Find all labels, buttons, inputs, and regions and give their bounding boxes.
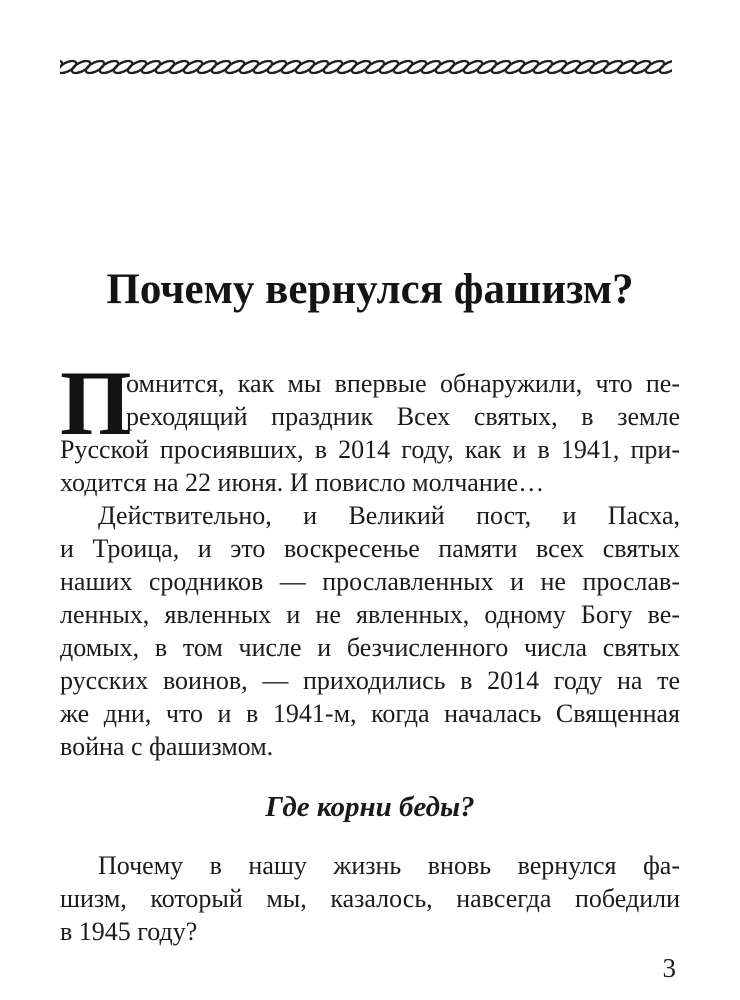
text-line: ленных, явленных и не явленных, одному Богу ве- xyxy=(60,600,680,629)
text-line: Почему в нашу жизнь вновь вернулся фа- xyxy=(98,851,680,881)
paragraph-3-lines xyxy=(60,849,680,948)
text-line: русских воинов, — приходились в 2014 году на те xyxy=(60,666,680,695)
text-line: шизм, который мы, казалось, навсегда победили xyxy=(60,884,680,914)
text-line: в 1945 году? xyxy=(60,917,198,947)
chapter-title: Почему вернулся фашизм? xyxy=(106,266,634,313)
section-subheading: Где корни беды? xyxy=(265,791,475,823)
text-line: и Троица, и это воскресенье памяти всех святых xyxy=(60,534,680,563)
paragraph-2-lines xyxy=(60,499,680,763)
text-line: наших сродников — прославленных и не прослав- xyxy=(60,567,680,596)
text-line: ходится на 22 июня. И повисло молчание… xyxy=(60,468,545,497)
dropcap-letter: П xyxy=(60,352,132,454)
page-number: 3 xyxy=(662,953,676,984)
text-line: война с фашизмом. xyxy=(60,732,274,761)
body-text xyxy=(60,352,680,985)
text-line: Действительно, и Великий пост, и Пасха, xyxy=(98,501,680,530)
rope-braid-ornament-icon xyxy=(60,57,672,77)
text-line: домых, в том числе и безчисленного числа святых xyxy=(60,633,680,662)
text-line: реходящий праздник Всех святых, в земле xyxy=(126,402,680,431)
paragraph-1-lines xyxy=(60,352,680,499)
text-line: омнится, как мы впервые обнаружили, что пе- xyxy=(126,369,680,398)
paragraph-1 xyxy=(60,352,680,499)
text-line: Русской просиявших, в 2014 году, как и в 1941, при- xyxy=(60,435,680,464)
paragraph-2 xyxy=(60,499,680,763)
paragraph-3 xyxy=(60,849,680,948)
text-line: же дни, что и в 1941-м, когда началась Священная xyxy=(60,699,680,728)
